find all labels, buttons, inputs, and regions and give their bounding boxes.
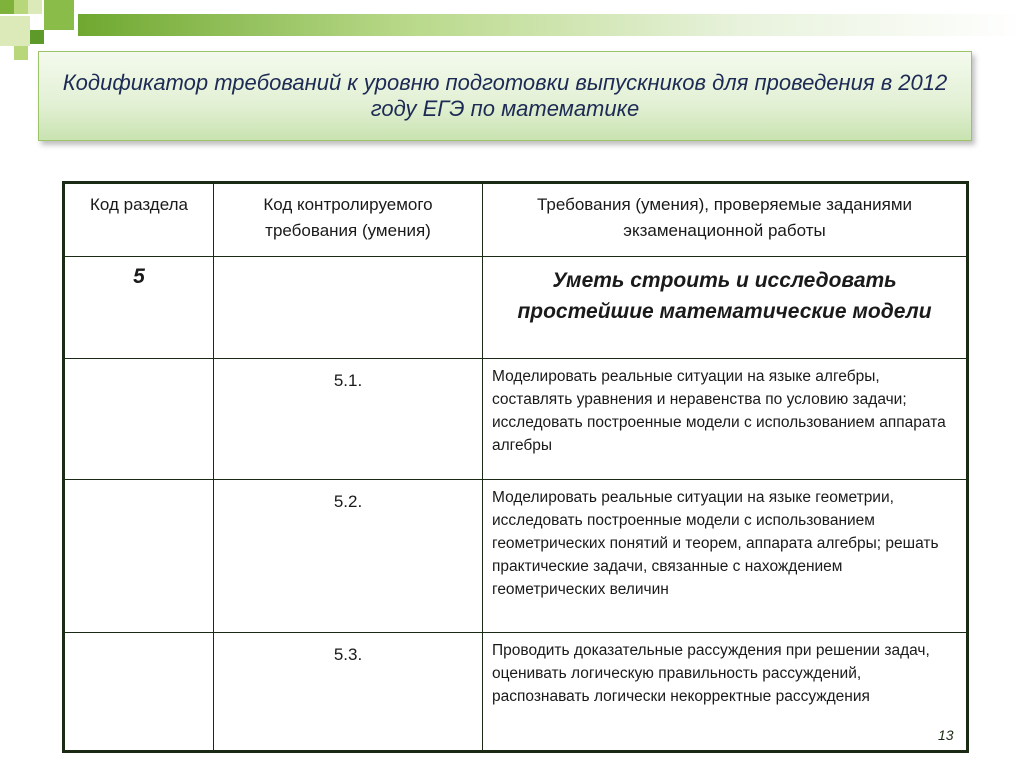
requirement-code-cell: 5.2. bbox=[214, 480, 483, 633]
section-code-cell: 5 bbox=[64, 257, 214, 359]
requirement-text-cell: Моделировать реальные ситуации на языке алгебры, составлять уравнения и неравенства по условию задачи; исследовать построенные модели с использованием аппарата алгебры bbox=[483, 359, 968, 480]
requirements-table bbox=[62, 181, 969, 753]
corner-square-7 bbox=[14, 46, 28, 60]
section-row bbox=[64, 257, 968, 359]
title-box bbox=[38, 51, 972, 141]
requirement-code-cell: 5.1. bbox=[214, 359, 483, 480]
table-row bbox=[64, 633, 968, 752]
requirement-code-cell: 5.3. bbox=[214, 633, 483, 752]
section-title-cell: Уметь строить и исследовать простейшие математические модели bbox=[483, 257, 968, 359]
corner-square-3 bbox=[28, 0, 42, 14]
section-subcode-cell bbox=[214, 257, 483, 359]
requirement-text-cell: Моделировать реальные ситуации на языке геометрии, исследовать построенные модели с использованием геометрических понятий и теорем, аппарата алгебры; решать практические задачи, связанные с нахождением геометрических величин bbox=[483, 480, 968, 633]
page-number: 13 bbox=[938, 727, 954, 743]
corner-square-4 bbox=[44, 0, 74, 30]
empty-cell bbox=[64, 359, 214, 480]
corner-square-6 bbox=[30, 30, 44, 44]
empty-cell bbox=[64, 480, 214, 633]
table-header-row bbox=[64, 183, 968, 257]
top-gradient-bar bbox=[78, 14, 1024, 36]
requirement-text-cell: Проводить доказательные рассуждения при решении задач, оценивать логическую правильность рассуждений, распознавать логически некорректные рассуждения bbox=[483, 633, 968, 752]
slide-title: Кодификатор требований к уровню подготовки выпускников для проведения в 2012 году ЕГЭ по математике bbox=[62, 70, 948, 121]
header-section-code: Код раздела bbox=[64, 183, 214, 257]
corner-square-2 bbox=[14, 0, 28, 14]
corner-square-1 bbox=[0, 0, 14, 14]
empty-cell bbox=[64, 633, 214, 752]
table-row bbox=[64, 359, 968, 480]
corner-square-5 bbox=[0, 16, 30, 46]
table-row bbox=[64, 480, 968, 633]
header-requirement-code: Код контролируемого требования (умения) bbox=[214, 183, 483, 257]
header-requirement-text: Требования (умения), проверяемые заданиями экзаменационной работы bbox=[483, 183, 968, 257]
